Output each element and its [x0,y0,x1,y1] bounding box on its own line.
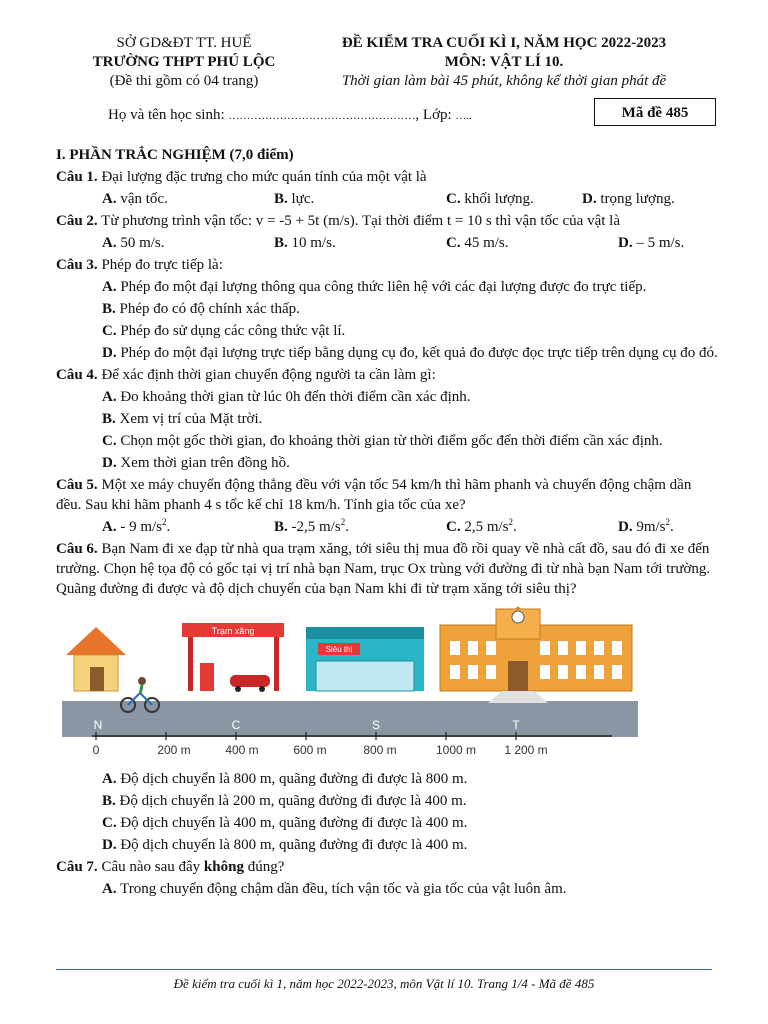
question-1 [56,167,720,187]
question-text: Từ phương trình vận tốc: v = -5 + 5t (m/s). Tại thời điểm t = 10 s thì vận tốc của vật là [97,213,620,229]
option-d: D. Xem thời gian trên đồng hồ. [102,455,290,471]
option-d: D. $9m/s^2$. [618,517,674,535]
option-b: B. -2,5 $m/s^2$. [274,517,349,535]
option-c: C. 45 m/s. [446,235,509,251]
point-label-n: N [93,718,103,732]
emphasis-not: không [203,859,244,875]
exam-content [56,145,720,899]
option-a: A. Phép đo một đại lượng thông qua công thức liên hệ với các đại lượng được đo trực tiếp. [102,279,647,295]
option-c: C. Chọn một gốc thời gian, đo khoảng thời gian từ thời điểm gốc đến thời điểm cần xác định. [102,433,663,449]
class-blank: ….. [455,110,472,122]
route-illustration [62,605,642,765]
question-number: Câu 6. [56,541,98,557]
option-b: B. Xem vị trí của Mặt trời. [102,411,263,427]
footer-rule [56,969,712,970]
option-b: B. lực. [274,191,315,207]
tick-label: 1 200 m [504,743,548,757]
gas-station-icon [182,623,284,692]
question-number: Câu 1. [56,169,98,185]
option-c: C. 2,5 $m/s^2$. [446,517,517,535]
class-label: , Lớp: [415,107,456,123]
question-5-options [102,517,720,537]
option-c: C. khối lượng. [446,191,534,207]
point-label-s: S [371,718,381,732]
tick-label: 200 m [157,743,191,757]
option-b: B. Phép đo có độ chính xác thấp. [102,301,300,317]
question-7: Câu 7. Câu nào sau đây không đúng? [56,859,285,875]
option-d: D. trọng lượng. [582,191,675,207]
gas-station-sign: Trạm xăng [211,626,255,636]
option-c: C. Độ dịch chuyển là 400 m, quãng đường đi được là 400 m. [102,815,468,831]
question-3 [56,255,720,275]
header-right [318,34,690,91]
question-2-options [102,233,720,253]
tick-label: 600 m [293,743,327,757]
question-number: Câu 3. [56,257,98,273]
option-a: A. - 9 $m/s^2$. [102,517,171,535]
student-name-label: Họ và tên học sinh: [108,107,229,123]
supermarket-icon [306,627,424,691]
option-c: C. Phép đo sử dụng các công thức vật lí. [102,323,346,339]
question-number: Câu 5. [56,477,98,493]
question-number: Câu 7. [56,859,98,875]
question-1-options [102,189,720,209]
option-d: D. – 5 m/s. [618,235,685,251]
question-6 [56,539,720,599]
question-text: Đại lượng đặc trưng cho mức quán tính của một vật là [97,169,427,185]
exam-code-box: Mã đề 485 [594,98,716,126]
tick-label: 800 m [363,743,397,757]
supermarket-sign: Siêu thị [325,645,353,654]
road [62,701,638,737]
option-d: D. Độ dịch chuyển là 800 m, quãng đường đi được là 400 m. [102,837,468,853]
school-name: TRƯỜNG THPT PHÚ LỘC [92,54,276,70]
house-icon [66,627,126,691]
point-label-c: C [231,718,241,732]
tick-label: 0 [92,743,100,757]
option-a: A. Trong chuyển động chậm dần đều, tích vận tốc và gia tốc của vật luôn âm. [102,881,567,897]
tick-label: 1000 m [435,743,477,757]
question-number: Câu 2. [56,213,98,229]
question-number: Câu 4. [56,367,98,383]
page-footer: Đề kiểm tra cuối kì 1, năm học 2022-2023, môn Vật lí 10. Trang 1/4 - Mã đề 485 [173,976,595,991]
tick-label: 400 m [225,743,259,757]
option-a: A. Đo khoảng thời gian từ lúc 0h đến thời điểm cần xác định. [102,389,471,405]
point-label-t: T [512,718,520,732]
question-4 [56,365,720,385]
option-a: A. vận tốc. [102,191,168,207]
question-text: Để xác định thời gian chuyển động người ta cần làm gì: [97,367,436,383]
department-name: SỞ GD&ĐT TT. HUẾ [116,35,252,51]
exam-title: ĐỀ KIỂM TRA CUỐI KÌ I, NĂM HỌC 2022-2023 [341,35,667,51]
question-5 [56,475,720,515]
question-text: Bạn Nam đi xe đạp từ nhà qua trạm xăng, tới siêu thị mua đồ rồi quay về nhà cất đồ, sau đó đi xe đến trường. Chọn hệ tọa độ có gốc tại vị trí nhà bạn Nam, trục Ox trùng với đường đi từ nhà bạn Nam tới trường. Quãng đường đi được và độ dịch chuyển của bạn Nam khi đi từ trạm xăng tới siêu thị? [56,541,711,597]
option-b: B. 10 m/s. [274,235,336,251]
option-d: D. Phép đo một đại lượng trực tiếp bằng dụng cụ đo, kết quả đo được đọc trực tiếp trên dụng cụ đo đó. [102,345,718,361]
school-icon [440,607,632,703]
question-text: Phép đo trực tiếp là: [97,257,223,273]
subject-title: MÔN: VẬT LÍ 10. [444,54,564,70]
question-2 [56,211,720,231]
student-name-blank: …………………………………………… [228,110,416,122]
time-note: Thời gian làm bài 45 phút, không kể thời gian phát đề [341,73,667,89]
section-title: I. PHẦN TRẮC NGHIỆM (7,0 điểm) [56,147,294,163]
header-left [68,34,300,91]
route-figure [62,605,642,765]
option-a: A. Độ dịch chuyển là 800 m, quãng đường đi được là 800 m. [102,771,468,787]
question-text: Một xe máy chuyển động thẳng đều với vận tốc 54 km/h thì hãm phanh và chuyển động chậm dần đều. Sau khi hãm phanh 4 s tốc kế chỉ 18 km/h. Tính gia tốc của xe? [56,477,692,513]
student-info-line [108,107,472,124]
option-a: A. 50 m/s. [102,235,165,251]
option-b: B. Độ dịch chuyển là 200 m, quãng đường đi được là 400 m. [102,793,467,809]
pages-note: (Đề thi gồm có 04 trang) [109,73,259,89]
